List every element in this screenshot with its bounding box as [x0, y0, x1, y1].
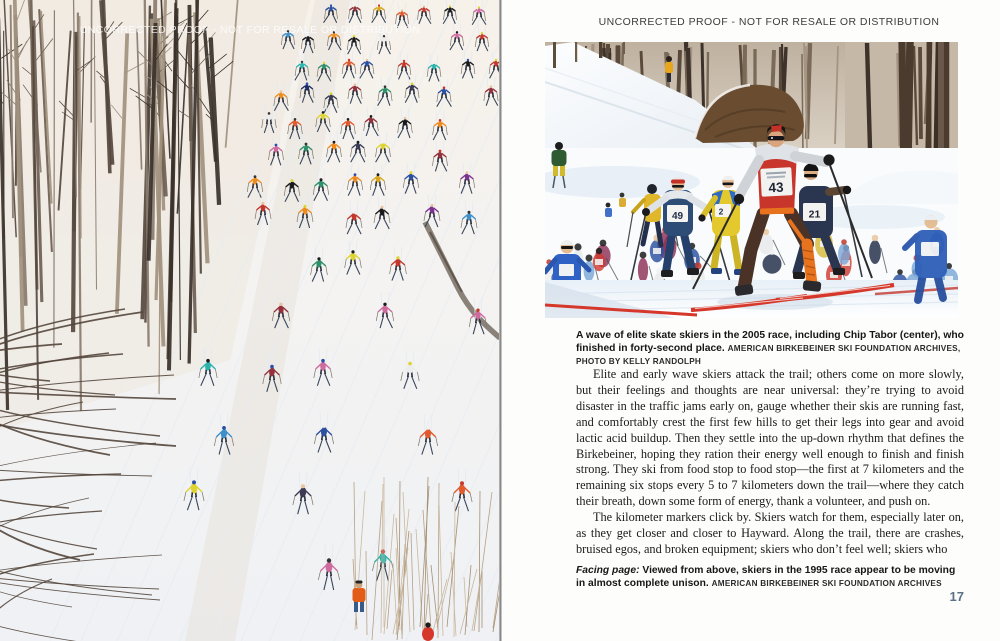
body-text [576, 367, 964, 558]
race-photo [545, 42, 958, 318]
bib-number-49: 49 [671, 211, 684, 222]
page-number: 17 [949, 589, 964, 604]
bib-number-43: 43 [768, 179, 784, 196]
left-glove [734, 194, 744, 204]
facing-caption-lead-in: Facing page: [576, 565, 640, 576]
cap-red-panel [771, 125, 782, 132]
elite-skate-skiers-photo [545, 42, 958, 318]
photo-caption-credit: AMERICAN BIRKEBEINER SKI FOUNDATION ARCHIVES, PHOTO BY KELLY RANDOLPH [576, 344, 961, 366]
right-page [502, 0, 1000, 641]
glasses-glint [771, 137, 773, 139]
right-shin-orange [807, 244, 812, 284]
facing-page-caption [576, 564, 964, 590]
right-boot [803, 280, 822, 292]
right-glove [823, 154, 834, 165]
watermark-right: UNCORRECTED PROOF - NOT FOR RESALE OR DISTRIBUTION [598, 16, 940, 28]
right-sleeve [795, 156, 826, 162]
body-paragraph: The kilometer markers click by. Skiers watch for them, especially later on, as they get closer and closer to Hayward. Along the trail, there are crashes, bruised egos, and broken equipment; skiers who don’t feel well; skiers who [576, 510, 964, 556]
body-paragraph: Elite and early wave skiers attack the trail; others come on more slowly, but their feelings and thoughts are near universal: they’re trying to avoid disaster in the traffic jams early on, gauge whether their skis are running fast, and comfortably crest the first few hills to get their legs into gear and avoid lactic acid buildup. Then they settle into the up-down rhythm that defines the Birkebeiner, hoping they ration their energy well enough to finish and finish strong. They ski from food stop to food stop—the first at 7 kilometers and the remaining six stops every 5 to 7 kilometers down the trail—where they catch their breath, down some form of energy, thank a volunteer, and push on. [576, 367, 964, 509]
photo-caption [576, 329, 964, 368]
facing-caption-credit: AMERICAN BIRKEBEINER SKI FOUNDATION ARCHIVES [711, 579, 942, 588]
bib-number-21: 21 [808, 208, 821, 221]
waist-accent [760, 207, 794, 214]
watermark-left: UNCORRECTED PROOF - NOT FOR RESALE OR DISTRIBUTION [79, 24, 421, 36]
photo-caption-text: A wave of elite skate skiers in the 2005 race, including Chip Tabor (center), who finished in forty-second place. [576, 330, 964, 354]
sunglasses [768, 136, 785, 140]
facing-caption-text: Viewed from above, skiers in the 1995 race appear to be moving in almost complete unison. [576, 565, 956, 589]
bib-number-partial: 2 [718, 206, 724, 217]
